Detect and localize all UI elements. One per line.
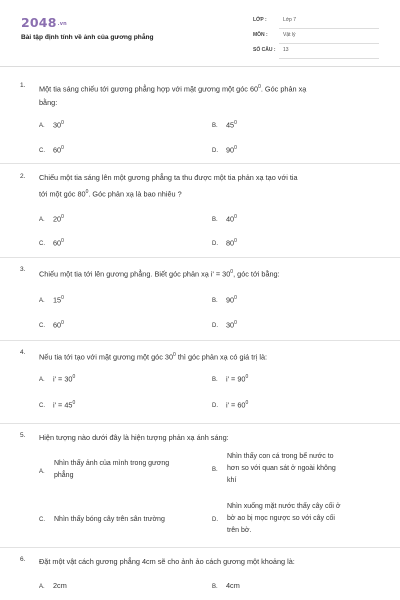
option-b[interactable]: B. $45^0$ xyxy=(212,120,237,130)
option-c[interactable]: C. $60^0$ xyxy=(39,238,64,248)
option-a[interactable]: A. 2cm xyxy=(39,581,67,590)
option-b[interactable]: B. $90^0$ xyxy=(212,295,237,305)
option-c[interactable]: C. $i' = 45^0$ xyxy=(39,400,76,410)
worksheet-title: Bài tập định tính về ảnh của gương phẳng xyxy=(21,34,154,41)
question-text: Nếu tia tới tạo với mặt gương một góc $30^0$ thì góc phản xạ có giá trị là: xyxy=(39,352,268,362)
subject-value: Vật lý xyxy=(283,32,296,38)
option-d[interactable]: D. $90^0$ xyxy=(212,145,237,155)
question-divider xyxy=(0,423,400,424)
question-divider xyxy=(0,257,400,258)
option-b[interactable]: B. 4cm xyxy=(212,581,240,590)
option-d[interactable]: D. $i' = 60^0$ xyxy=(212,400,249,410)
option-c[interactable]: C. Nhìn thấy bóng cây trên sân trường xyxy=(39,516,165,523)
option-c[interactable]: C. $60^0$ xyxy=(39,145,64,155)
option-a[interactable]: A. Nhìn thấy ảnh của mình trong gương phẳng xyxy=(39,460,170,479)
option-d[interactable]: D. Nhìn xuống mặt nước thấy cây cối ở bờ ao bị mọc ngược so với cây cối trên bờ. xyxy=(212,503,341,534)
subject-row: MÔN : Vật lý xyxy=(253,30,379,44)
question-text: Chiếu một tia tới lên gương phẳng. Biết góc phản xạ $i' = 30^0$, góc tới bằng: xyxy=(39,269,280,279)
question-divider xyxy=(0,163,400,164)
option-d[interactable]: D. $30^0$ xyxy=(212,320,237,330)
question-count-row: SỐ CÂU : 13 xyxy=(253,45,379,59)
option-a[interactable]: A. $20^0$ xyxy=(39,214,64,224)
option-b[interactable]: B. $i' = 90^0$ xyxy=(212,374,249,384)
option-b[interactable]: B. Nhìn thấy con cá trong bể nước to hơn so với quan sát ở ngoài không khí xyxy=(212,453,336,484)
question-divider xyxy=(0,547,400,548)
site-logo[interactable]: 2048.vn xyxy=(21,15,67,30)
worksheet-header xyxy=(0,0,400,66)
question-divider xyxy=(0,340,400,341)
option-a[interactable]: A. $30^0$ xyxy=(39,120,64,130)
question-text: Hiện tượng nào dưới đây là hiện tượng phản xạ ánh sáng: xyxy=(39,433,229,442)
option-b[interactable]: B. $40^0$ xyxy=(212,214,237,224)
class-value: Lớp 7 xyxy=(283,17,297,23)
option-a[interactable]: A. $i' = 30^0$ xyxy=(39,374,76,384)
question-text: Một tia sáng chiếu tới gương phẳng hợp với mặt gương một góc $60^0$. Góc phản xạ bằng: xyxy=(39,84,307,108)
question-count-value: 13 xyxy=(283,47,289,53)
question-text: Đặt một vật cách gương phẳng 4cm sẽ cho ảnh ảo cách gương một khoảng là: xyxy=(39,557,295,566)
option-c[interactable]: C. $60^0$ xyxy=(39,320,64,330)
option-d[interactable]: D. $80^0$ xyxy=(212,238,237,248)
option-a[interactable]: A. $15^0$ xyxy=(39,295,64,305)
class-row: LỚP : Lớp 7 xyxy=(253,15,379,29)
question-text: Chiếu một tia sáng lên một gương phẳng ta thu được một tia phản xạ tạo với tia tới một góc $80^0$. Góc phản xạ là bao nhiêu ? xyxy=(39,173,298,199)
header-divider xyxy=(0,66,400,67)
